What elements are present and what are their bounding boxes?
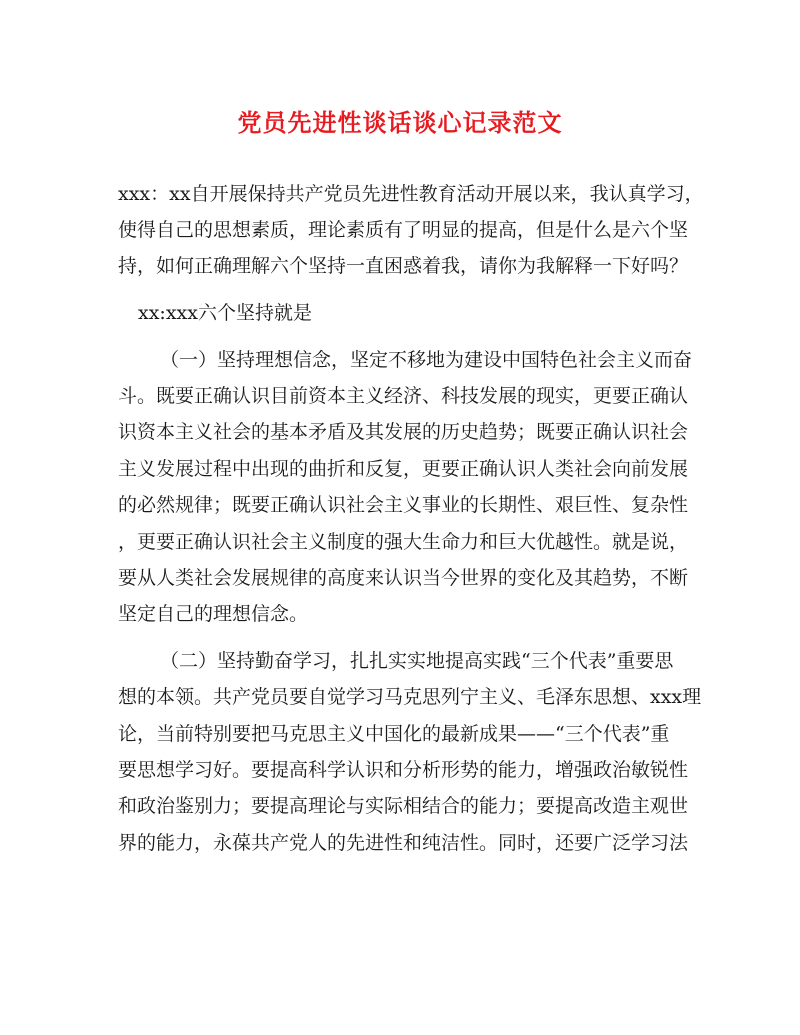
text-line: 识资本主义社会的基本矛盾及其发展的历史趋势；既要正确认识社会 — [118, 421, 689, 443]
text-line: 坚定自己的理想信念。 — [118, 603, 309, 625]
text-line: xx:xxx六个坚持就是 — [138, 302, 312, 324]
text-line: 的必然规律；既要正确认识社会主义事业的长期性、艰巨性、复杂性 — [118, 494, 689, 516]
text-line: 界的能力，永葆共产党人的先进性和纯洁性。同时，还要广泛学习法 — [118, 832, 689, 854]
text-line: 主义发展过程中出现的曲折和反复，更要正确认识人类社会向前发展 — [118, 458, 689, 480]
text-line: ，更要正确认识社会主义制度的强大生命力和巨大优越性。就是说， — [118, 531, 689, 553]
text-line: 持，如何正确理解六个坚持一直困惑着我，请你为我解释一下好吗？ — [118, 255, 689, 277]
text-line: xxx：xx自开展保持共产党员先进性教育活动开展以来，我认真学习， — [118, 183, 704, 205]
text-line: （二）坚持勤奋学习，扎扎实实地提高实践“三个代表”重要思 — [160, 650, 674, 672]
text-line: 论，当前特别要把马克思主义中国化的最新成果——“三个代表”重 — [118, 723, 670, 745]
document-title: 党员先进性谈话谈心记录范文 — [237, 108, 563, 137]
text-line: 要思想学习好。要提高科学认识和分析形势的能力，增强政治敏锐性 — [118, 759, 689, 781]
text-line: 和政治鉴别力；要提高理论与实际相结合的能力；要提高改造主观世 — [118, 795, 689, 817]
text-line: 使得自己的思想素质，理论素质有了明显的提高，但是什么是六个坚 — [118, 219, 689, 241]
text-line: 想的本领。共产党员要自觉学习马克思列宁主义、毛泽东思想、xxx理 — [118, 686, 702, 708]
text-line: 要从人类社会发展规律的高度来认识当今世界的变化及其趋势，不断 — [118, 567, 689, 589]
text-line: 斗。既要正确认识目前资本主义经济、科技发展的现实，更要正确认 — [118, 385, 689, 407]
text-line: （一）坚持理想信念，坚定不移地为建设中国特色社会主义而奋 — [160, 349, 693, 371]
